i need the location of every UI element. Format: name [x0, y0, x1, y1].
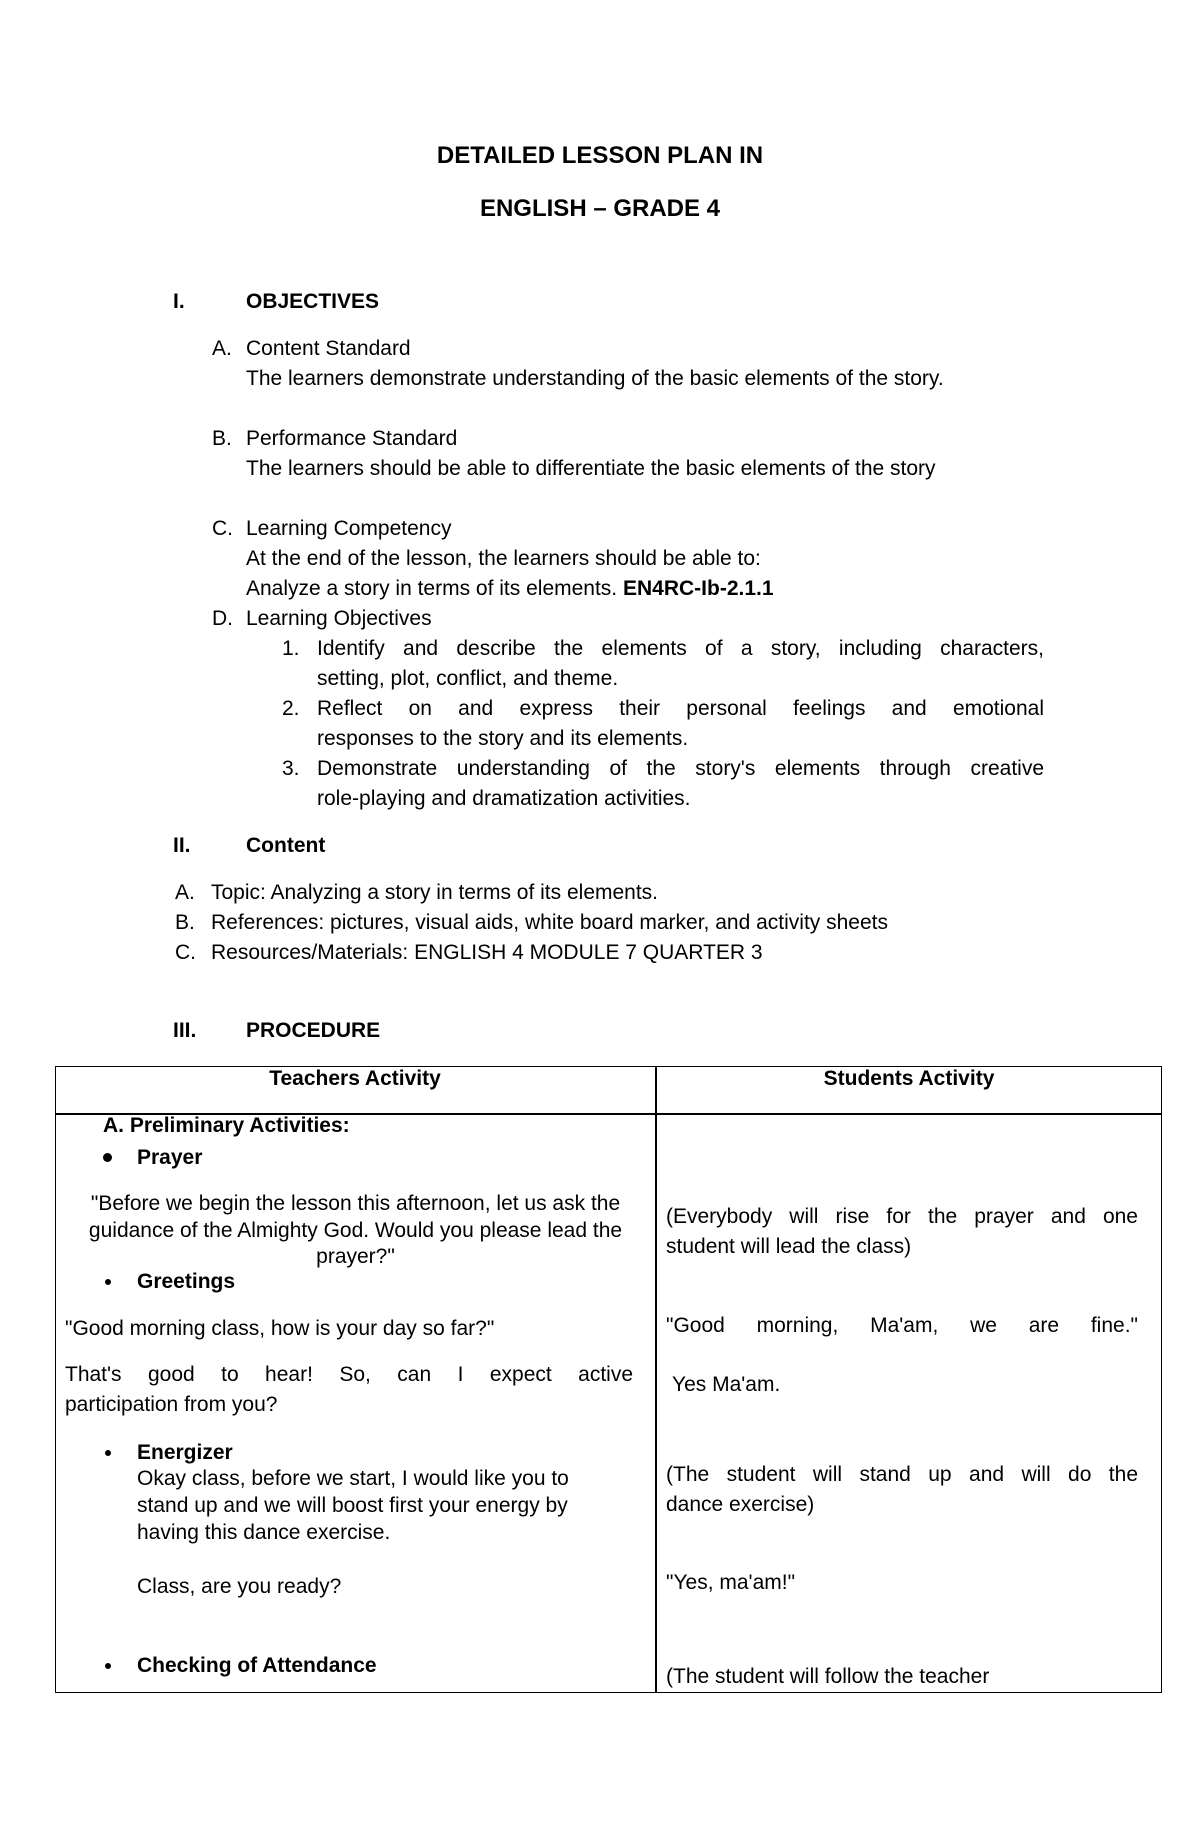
procedure-numeral: III.: [173, 1019, 197, 1042]
learning-objectives-letter: D.: [212, 607, 233, 630]
greetings-teacher-line2: That's good to hear! So, can I expect active: [65, 1363, 633, 1386]
objectives-heading: OBJECTIVES: [246, 290, 380, 313]
bullet-icon: [105, 1663, 111, 1669]
content-standard-text: The learners demonstrate understanding of the basic elements of the story.: [246, 367, 944, 390]
objective-2-line2: responses to the story and its elements.: [317, 727, 689, 750]
prayer-teacher-line3: prayer?": [316, 1245, 395, 1268]
learning-competency-text: Analyze a story in terms of its elements.: [246, 577, 623, 600]
objective-1-line2: setting, plot, conflict, and theme.: [317, 667, 619, 690]
objective-3-num: 3.: [282, 757, 300, 780]
prayer-student-line2: student will lead the class): [666, 1235, 912, 1258]
content-standard-label: Content Standard: [246, 337, 411, 360]
document-title-line1: DETAILED LESSON PLAN IN: [436, 142, 764, 169]
content-topic: Topic: Analyzing a story in terms of its elements.: [211, 881, 659, 904]
content-resources-letter: C.: [175, 941, 196, 964]
bullet-icon: [105, 1450, 111, 1456]
attendance-label: Checking of Attendance: [137, 1654, 377, 1677]
learning-competency-line1: At the end of the lesson, the learners should be able to:: [246, 547, 761, 570]
preliminary-activities: A. Preliminary Activities:: [103, 1114, 350, 1137]
objective-1-line1: Identify and describe the elements of a story, including characters,: [317, 637, 1044, 660]
competency-code: EN4RC-Ib-2.1.1: [622, 577, 774, 600]
objective-2-line1: Reflect on and express their personal feelings and emotional: [317, 697, 1044, 720]
energizer-student-answer: "Yes, ma'am!": [666, 1571, 796, 1594]
energizer-teacher-question: Class, are you ready?: [137, 1575, 342, 1598]
performance-standard-text: The learners should be able to differentiate the basic elements of the story: [246, 457, 936, 480]
table-column-divider: [655, 1066, 657, 1693]
learning-competency-label: Learning Competency: [246, 517, 452, 540]
procedure-heading: PROCEDURE: [246, 1019, 381, 1042]
energizer-teacher-line1: Okay class, before we start, I would like you to: [137, 1467, 569, 1490]
greetings-label: Greetings: [137, 1270, 236, 1293]
greetings-student-line2: Yes Ma'am.: [672, 1373, 781, 1396]
energizer-student-line2: dance exercise): [666, 1493, 815, 1516]
content-resources: Resources/Materials: ENGLISH 4 MODULE 7 QUARTER 3: [211, 941, 763, 964]
energizer-teacher-line2: stand up and we will boost first your energy by: [137, 1494, 568, 1517]
objective-1-num: 1.: [282, 637, 300, 660]
greetings-student-line: "Good morning, Ma'am, we are fine.": [666, 1314, 1138, 1337]
prayer-teacher-line2: guidance of the Almighty God. Would you please lead the: [88, 1219, 623, 1242]
prayer-student-line1: (Everybody will rise for the prayer and one: [666, 1205, 1138, 1228]
content-heading: Content: [246, 834, 326, 857]
document-title-line2: ENGLISH – GRADE 4: [479, 195, 721, 222]
content-references-letter: B.: [175, 911, 195, 934]
objective-2-num: 2.: [282, 697, 300, 720]
objectives-numeral: I.: [173, 290, 185, 313]
bullet-icon: [103, 1153, 112, 1162]
content-numeral: II.: [173, 834, 191, 857]
content-topic-letter: A.: [175, 881, 195, 904]
greetings-teacher-line: "Good morning class, how is your day so far?": [65, 1317, 495, 1340]
content-standard-letter: A.: [212, 337, 232, 360]
attendance-student-line: (The student will follow the teacher: [666, 1665, 990, 1688]
prayer-label: Prayer: [137, 1146, 203, 1169]
header-students-activity: Students Activity: [823, 1067, 995, 1090]
performance-standard-letter: B.: [212, 427, 232, 450]
energizer-label: Energizer: [137, 1441, 233, 1464]
bullet-icon: [105, 1279, 111, 1285]
content-references: References: pictures, visual aids, white board marker, and activity sheets: [211, 911, 888, 934]
objective-3-line1: Demonstrate understanding of the story's elements through creative: [317, 757, 1044, 780]
greetings-teacher-line3: participation from you?: [65, 1393, 278, 1416]
objective-3-line2: role-playing and dramatization activities.: [317, 787, 691, 810]
header-teachers-activity: Teachers Activity: [269, 1067, 441, 1090]
learning-competency-letter: C.: [212, 517, 233, 540]
learning-competency-line2: [246, 576, 774, 602]
energizer-student-line1: (The student will stand up and will do the: [666, 1463, 1138, 1486]
performance-standard-label: Performance Standard: [246, 427, 458, 450]
prayer-teacher-line1: "Before we begin the lesson this afternoon, let us ask the: [90, 1192, 621, 1215]
learning-objectives-label: Learning Objectives: [246, 607, 432, 630]
energizer-teacher-line3: having this dance exercise.: [137, 1521, 391, 1544]
